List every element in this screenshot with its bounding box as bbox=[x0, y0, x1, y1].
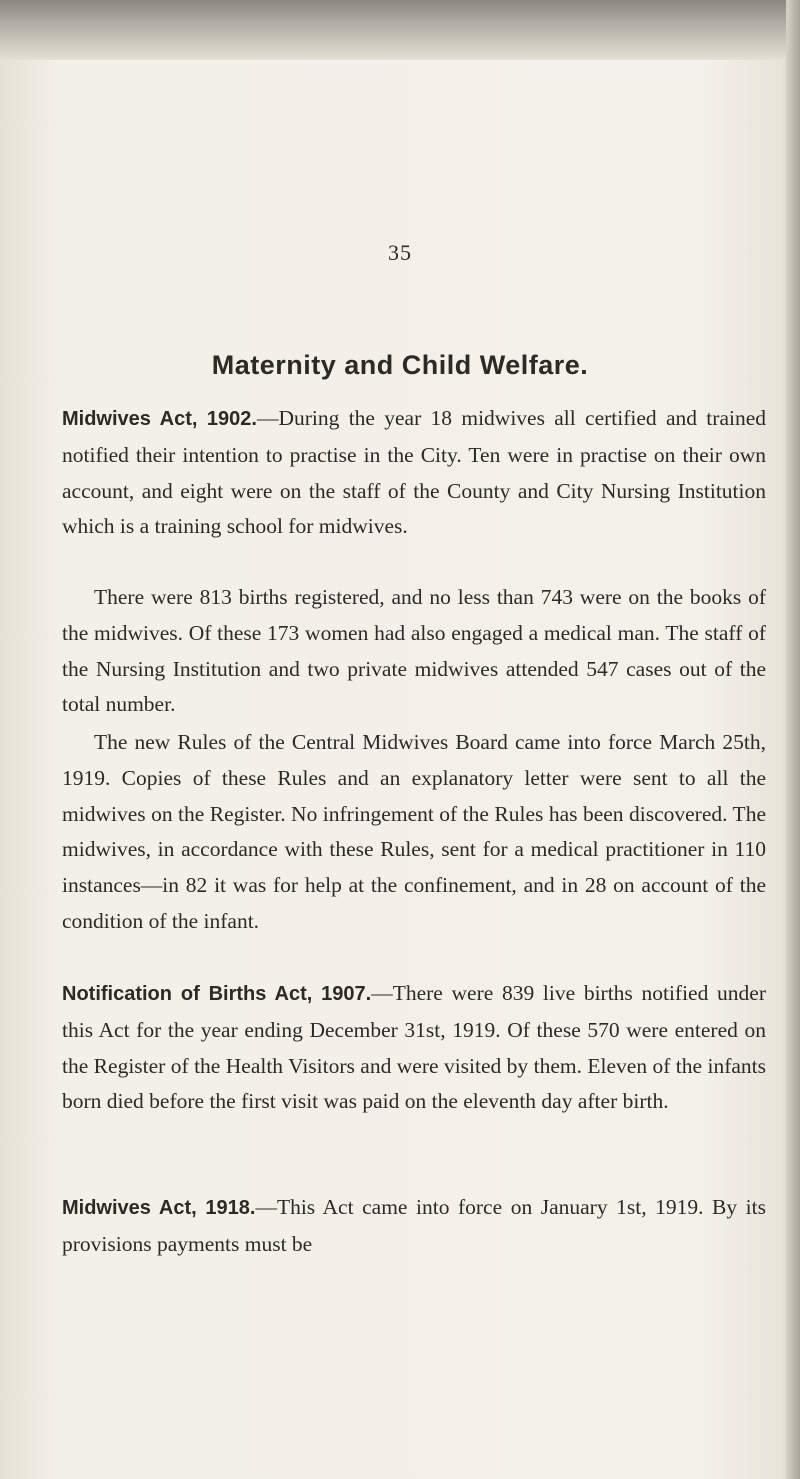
paragraph-midwives-act-1918 bbox=[62, 1190, 766, 1263]
paragraph-midwives-act-1902 bbox=[62, 401, 766, 545]
paragraph-text: —During the year 18 midwives all certified and trained notified their intention to practise in the City. Ten were in practise on their own account, and eight were on the staff of the County and City Nursing Institution which is a training school for midwives. bbox=[62, 406, 767, 539]
page-title: Maternity and Child Welfare. bbox=[211, 350, 589, 380]
scan-right-edge bbox=[786, 0, 800, 1479]
paragraph-text: The new Rules of the Central Midwives Board came into force March 25th, 1919. Copies of these Rules and an explanatory letter were sent to all the midwives on the Register. No infringement of the Rules has been discovered. The midwives, in accordance with these Rules, sent for a medical practitioner in 110 instances—in 82 it was for help at the confinement, and in 28 on account of the condition of the infant. bbox=[62, 730, 766, 933]
page-number: 35 bbox=[388, 240, 412, 265]
paragraph-notification-of-births bbox=[62, 976, 766, 1120]
paragraph-births-registered bbox=[62, 580, 766, 723]
section-heading: Midwives Act, 1918. bbox=[62, 1197, 256, 1219]
paragraph-text: —This Act came into force on January 1st, 1919. By its provisions payments must be bbox=[62, 1195, 766, 1256]
paragraph-text: —There were 839 live births notified under this Act for the year ending December 31st, 1919. Of these 570 were entered on the Register of the Health Visitors and were visited by them. Eleven of the infants born died before the first visit was paid on the eleventh day after birth. bbox=[62, 981, 766, 1114]
scan-top-shadow bbox=[0, 0, 800, 60]
section-heading: Notification of Births Act, 1907. bbox=[62, 983, 372, 1005]
paragraph-text: There were 813 births registered, and no less than 743 were on the books of the midwives. Of these 173 women had also engaged a medical man. The staff of the Nursing Institution and two private midwives attended 547 cases out of the total number. bbox=[62, 585, 766, 717]
paragraph-new-rules bbox=[62, 725, 766, 940]
section-heading: Midwives Act, 1902. bbox=[62, 408, 257, 430]
